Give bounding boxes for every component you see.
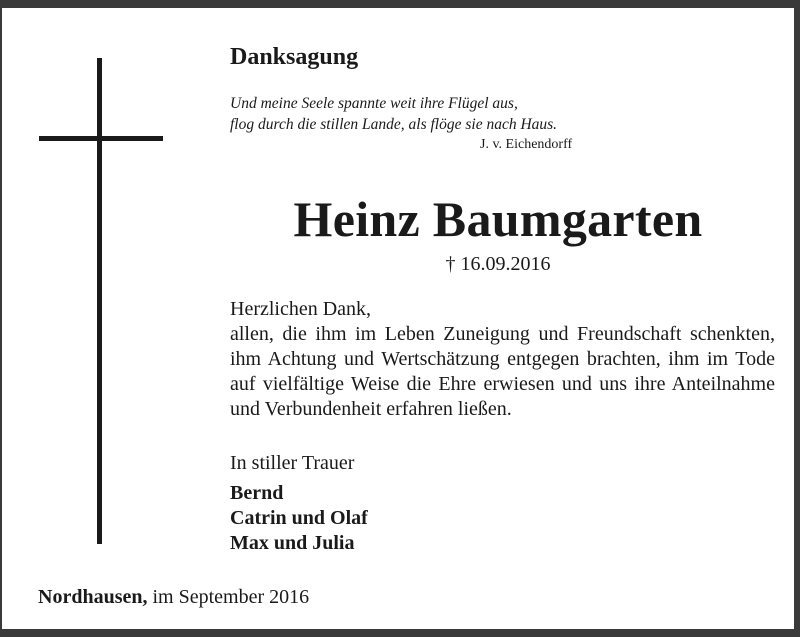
footer-date: im September 2016 (152, 586, 310, 608)
deceased-name: Heinz Baumgarten (293, 191, 703, 247)
notice-heading: Danksagung (230, 44, 359, 70)
mourner-item: Bernd (230, 482, 284, 504)
death-date: † 16.09.2016 (445, 253, 551, 275)
thanks-body: allen, die ihm im Leben Zuneigung und Freundschaft schenkten, ihm Achtung und Wertschätzung entgegen brachten, ihm im Tode auf vielfältige Weise die Ehre erwiesen und uns ihre Anteilnahme und Verbundenheit erfahren ließen. (230, 323, 775, 420)
poem-line-2: flog durch die stillen Lande, als flöge sie nach Haus. (230, 116, 558, 133)
mourning-label: In stiller Trauer (230, 452, 355, 474)
mourner-item: Max und Julia (230, 532, 355, 554)
cross-vertical-bar (97, 58, 102, 544)
mourners-list (230, 481, 368, 556)
footer-line (38, 586, 309, 609)
footer-place: Nordhausen, (38, 586, 148, 608)
cross-horizontal-bar (39, 136, 163, 141)
thanks-title: Herzlichen Dank, (230, 298, 372, 320)
poem-quote (230, 93, 557, 135)
mourner-item: Catrin und Olaf (230, 507, 368, 529)
poem-line-1: Und meine Seele spannte weit ihre Flügel aus, (230, 95, 518, 112)
poem-author: J. v. Eichendorff (480, 137, 573, 152)
